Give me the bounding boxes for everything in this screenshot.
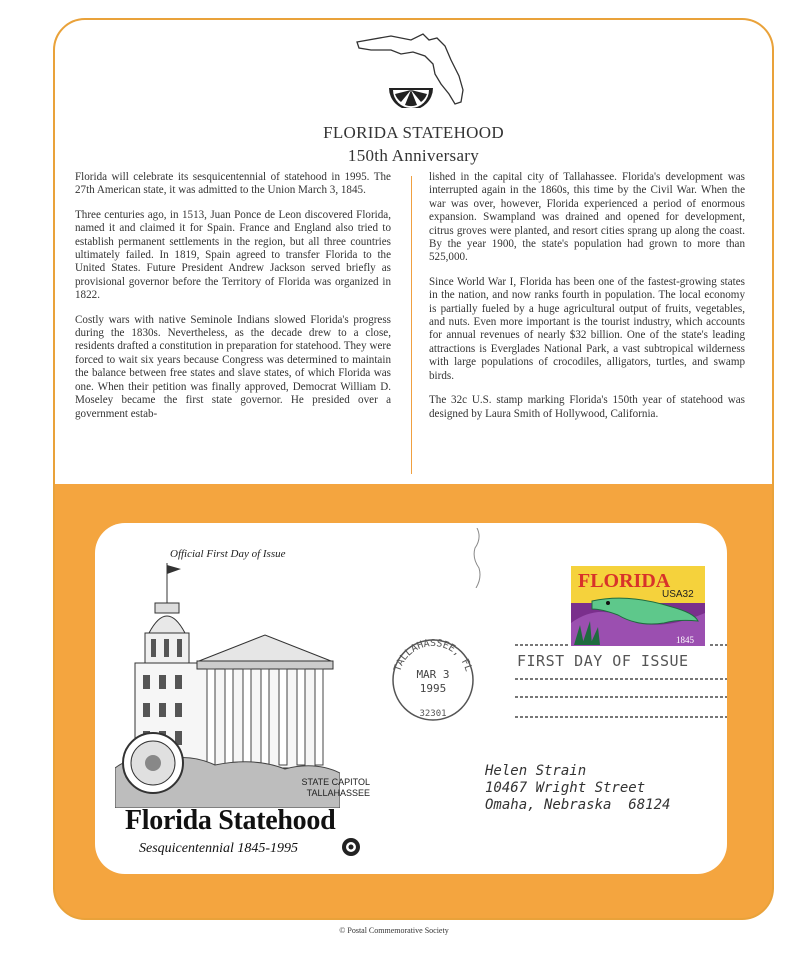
- article-paragraph: lished in the capital city of Tallahassee. Florida's development was interrupted again in the 1860s, this time by the Civil War. When the war was over, however, Florida experienced a period of enormous expansion. Swampland was drained and opened for development, citrus groves were planted, and resort cities sprang up along the coast. By the year 1900, the state's population had grown to more than 525,000.: [429, 171, 745, 264]
- florida-map-orange-logo: [351, 28, 476, 108]
- page-subtitle: 150th Anniversary: [347, 146, 480, 165]
- first-day-cover-envelope: [95, 523, 727, 874]
- publisher-seal-icon: [341, 837, 361, 857]
- first-day-cancel-text: FIRST DAY OF ISSUE: [517, 652, 689, 670]
- cover-subtitle: Sesquicentennial 1845-1995: [139, 841, 299, 856]
- stamp-denomination: USA32: [662, 589, 694, 600]
- column-divider: [411, 176, 412, 474]
- recipient-address: [485, 763, 670, 814]
- postmark-date: MAR 3: [416, 668, 450, 681]
- copyright-footer: © Postal Commemorative Society: [339, 926, 449, 935]
- capitol-caption-line: STATE CAPITOL: [301, 777, 370, 787]
- article-paragraph: Florida will celebrate its sesquicentennial of statehood in 1995. The 27th American state, it was admitted to the Union March 3, 1845.: [75, 171, 391, 197]
- postmark-year: 1995: [419, 682, 447, 695]
- envelope-edge-squiggle: [472, 528, 482, 588]
- article-paragraph: Since World War I, Florida has been one of the fastest-growing states in the nation, and now ranks fourth in population. The local economy is partially fueled by a huge agricultural output of fruits, vegetables, and nuts. Even more important is the tourist industry, which accounts for annual revenues of nearly $32 billion. One of the state's leading attractions is Everglades National Park, a vast subtropical wilderness with large populations of crocodiles, alligators, turtles, and swamp birds.: [429, 275, 745, 382]
- stamp-name: FLORIDA: [578, 570, 671, 592]
- address-line: 10467 Wright Street: [485, 780, 646, 796]
- address-line: Omaha, Nebraska 68124: [485, 797, 671, 813]
- capitol-caption: [270, 777, 370, 799]
- cover-title: Florida Statehood: [125, 805, 336, 836]
- cachet-heading: Official First Day of Issue: [170, 548, 286, 560]
- postmark-city: TALLAHASSEE, FL: [392, 638, 474, 673]
- article-area: [55, 20, 772, 484]
- article-column-left: [75, 171, 391, 432]
- article-column-right: [429, 171, 745, 432]
- article-paragraph: The 32c U.S. stamp marking Florida's 150th year of statehood was designed by Laura Smith of Hollywood, California.: [429, 394, 745, 420]
- address-line: Helen Strain: [485, 763, 587, 779]
- article-paragraph: Costly wars with native Seminole Indians slowed Florida's progress during the 1830s. Nevertheless, as the decade drew to a close, residents drafted a constitution in preparation for statehood. They were forced to wait six years because Congress was determined to maintain the balance between free states and slave states, of which Florida was one. When their petition was finally approved, Democrat William D. Moseley became the first state governor. He presided over a government estab-: [75, 313, 391, 420]
- stamp-year: 1845: [676, 635, 694, 645]
- capitol-caption-line: TALLAHASSEE: [306, 788, 370, 798]
- tallahassee-postmark: [385, 628, 481, 724]
- florida-stamp: [568, 563, 708, 649]
- state-capitol-illustration: [115, 563, 340, 808]
- article-paragraph: Three centuries ago, in 1513, Juan Ponce de Leon discovered Florida, named it and claimed it for Spain. France and England also tried to establish permanent settlements in the region, but all three countries ultimately failed. In 1819, Spain agreed to transfer Florida to the United States. Future President Andrew Jackson served briefly as provisional governor before the Territory of Florida was organized in 1822.: [75, 208, 391, 302]
- page-title: FLORIDA STATEHOOD: [323, 123, 504, 142]
- postmark-zip: 32301: [419, 709, 447, 719]
- commemorative-page-panel: [53, 18, 774, 920]
